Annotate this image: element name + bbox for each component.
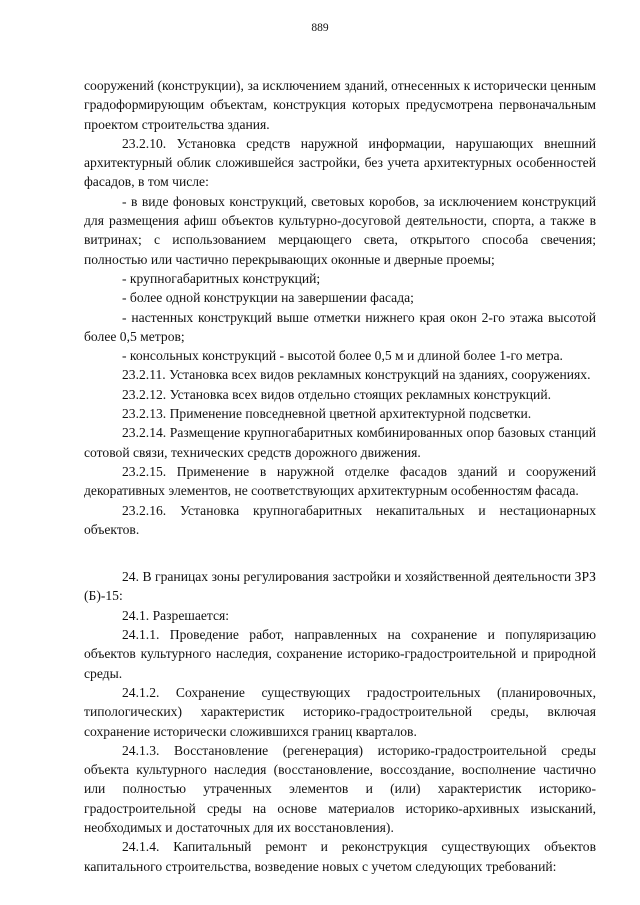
section-heading: 24. В границах зоны регулирования застройки и хозяйственной деятельности ЗРЗ (Б)-15:: [84, 569, 596, 604]
paragraph: 23.2.13. Применение повседневной цветной архитектурной подсветки.: [122, 406, 532, 422]
paragraph: 24.1.2. Сохранение существующих градостроительных (планировочных, типологических) характеристик историко-градостроительной среды, включая сохранение исторически сложившихся границ кварталов.: [84, 684, 596, 739]
list-item: - более одной конструкции на завершении фасада;: [122, 290, 414, 306]
paragraph: 23.2.11. Установка всех видов рекламных конструкций на зданиях, сооружениях.: [122, 367, 591, 383]
paragraph: 24.1. Разрешается:: [122, 607, 230, 623]
list-item: - в виде фоновых конструкций, световых коробов, за исключением конструкций для размещения афиш объектов культурно-досуговой деятельности, спорта, а также в витринах; с использованием мерцающего света, открытого способа свечения; полностью или частично перекрывающих оконные и дверные проемы;: [84, 193, 596, 267]
list-item: - настенных конструкций выше отметки нижнего края окон 2-го этажа высотой более 0,5 метров;: [84, 309, 596, 344]
paragraph: 24.1.3. Восстановление (регенерация) историко-градостроительной среды объекта культурного наследия (восстановление, воссоздание, восполнение частично или полностью утраченных элементов и (или) характеристик историко-градостроительной среды на основе материалов историко-архивных изысканий, необходимых и достаточных для их восстановления).: [84, 742, 596, 835]
paragraph: 23.2.14. Размещение крупногабаритных комбинированных опор базовых станций сотовой связи, технических средств дорожного движения.: [84, 425, 596, 460]
list-item: - крупногабаритных конструкций;: [122, 270, 321, 286]
page-number: 889: [311, 22, 329, 34]
document-body: [84, 76, 596, 876]
paragraph: 23.2.10. Установка средств наружной информации, нарушающих внешний архитектурный облик сложившейся застройки, без учета архитектурных особенностей фасадов, в том числе:: [84, 135, 596, 190]
paragraph: 23.2.15. Применение в наружной отделке фасадов зданий и сооружений декоративных элементов, не соответствующих архитектурным особенностям фасада.: [84, 463, 596, 499]
paragraph: 24.1.1. Проведение работ, направленных на сохранение и популяризацию объектов культурного наследия, сохранение историко-градостроительной и природной среды.: [84, 627, 596, 681]
paragraph: 23.2.16. Установка крупногабаритных некапитальных и нестационарных объектов.: [84, 502, 596, 537]
paragraph: 24.1.4. Капитальный ремонт и реконструкция существующих объектов капитального строительства, возведение новых с учетом следующих требований:: [84, 839, 596, 874]
section-gap: [84, 539, 596, 567]
paragraph: сооружений (конструкции), за исключением зданий, отнесенных к исторически ценным градоформирующим объектам, конструкция которых предусмотрена первоначальным проектом строительства здания.: [84, 78, 596, 132]
paragraph: 23.2.12. Установка всех видов отдельно стоящих рекламных конструкций.: [122, 386, 552, 402]
list-item: - консольных конструкций - высотой более 0,5 м и длиной более 1-го метра.: [122, 348, 563, 364]
